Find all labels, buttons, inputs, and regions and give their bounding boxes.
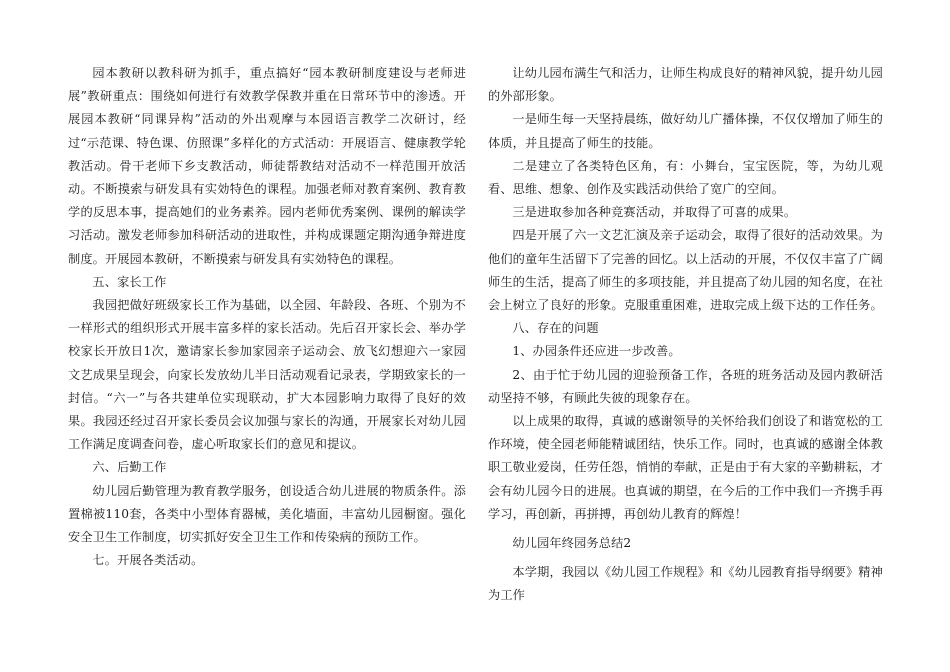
paragraph-conclusion: 以上成果的取得，真诚的感谢领导的关怀给我们创设了和谐宽松的工作环境，使全园老师能精诚团结，快乐工作。同时，也真诚的感谢全体教职工敬业爱岗，任劳任怨，悄悄的奉献，正是由于有大家的辛勤耕耘，才会有幼儿园今日的进展。也真诚的期望，在今后的工作中我们一齐携手再学习，再创新，再拼搏，再创幼儿教育的辉煌！ [488,414,883,521]
paragraph-problem-one: 1、办园条件还应进一步改善。 [512,344,681,359]
paragraph-logistics: 幼儿园后勤管理为教育教学服务，创设适合幼儿进展的物质条件。添置棉被110套，各类中小型体育器械，美化墙面，丰富幼儿园橱窗。强化安全卫生工作制度，切实抓好安全卫生工作和传染病的预防工作。 [68,483,466,545]
paragraph-activity-three: 三是进取参加各种竞赛活动，并取得了可喜的成果。 [512,205,797,220]
paragraph-summary-2-start: 本学期，我园以《幼儿园工作规程》和《幼儿园教育指导纲要》精神为工作 [488,565,883,603]
paragraph-activity-one: 一是师生每一天坚持晨练，做好幼儿广播体操，不仅仅增加了师生的体质，并且提高了师生的技能。 [488,112,883,150]
section-heading-activities: 七。开展各类活动。 [92,553,204,568]
paragraph-teaching-research: 园本教研以教科研为抓手，重点搞好“园本教研制度建设与老师进展”教研重点：围绕如何进行有效教学保教并重在日常环节中的渗透。开展园本教研“同课异构”活动的外出观摩与本园语言教学二次研讨，经过“示范课、特色课、仿照课”多样化的方式活动：开展语言、健康教学轮教活动。骨干老师下乡支教活动，师徒帮教结对活动不一样范围开放活动。不断摸索与研发具有实効特色的课程。加强老师对教育案例、教育教学的反思本事，提高她们的业务素养。园内老师优秀案例、课例的解读学习活动。激发老师参加科研活动的进取性，并构成课题定期沟通争辩进度制度。开展园本教研，不断摸索与研发具有实効特色的课程。 [68,66,466,266]
section-heading-logistics: 六、后勤工作 [92,460,167,475]
paragraph-activity-two: 二是建立了各类特色区角，有：小舞台，宝宝医院，等，为幼儿观看、思维、想象、创作及实践活动供给了宽广的空间。 [488,158,883,197]
paragraph-problem-two: 2、由于忙于幼儿园的迎验预备工作，各班的班务活动及园内教研活动坚持不够，有顾此失彼的现象存在。 [488,367,883,405]
left-column [68,62,466,572]
section-heading-parent-work: 五、家长工作 [92,274,167,289]
paragraph-activities-intro: 让幼儿园布满生气和活力，让师生构成良好的精神风貌，提升幼儿园的外部形象。 [488,66,883,104]
paragraph-activity-four: 四是开展了六一文艺汇演及亲子运动会，取得了很好的活动效果。为他们的童年生活留下了完善的回忆。以上活动的开展，不仅仅丰富了广阔师生的生活，提高了师生的多项技能，并且提高了幼儿园的知名度，在社会上树立了良好的形象。克服重重困难，进取完成上级下达的工作任务。 [488,228,883,313]
section-heading-problems: 八、存在的问题 [512,321,599,336]
right-column [488,62,883,608]
paragraph-parent-work: 我园把做好班级家长工作为基础，以全园、年龄段、各班、个别为不一样形式的组织形式开展丰富多样的家长活动。先后召开家长会、举办学校家长开放日1次，邀请家长参加家园亲子运动会、放飞幻想迎六一家园文艺成果呈现会，向家长发放幼儿半日活动观看记录表，学期致家长的一封信。“六一”与各共建单位实现联动，扩大本园影响力取得了良好的效果。我园还经过召开家长委员会议加强与家长的沟通，开展家长对幼儿园工作满足度调查问卷，虚心听取家长们的意见和提议。 [68,298,466,452]
summary-title-2: 幼儿园年终园务总结2 [512,536,632,551]
